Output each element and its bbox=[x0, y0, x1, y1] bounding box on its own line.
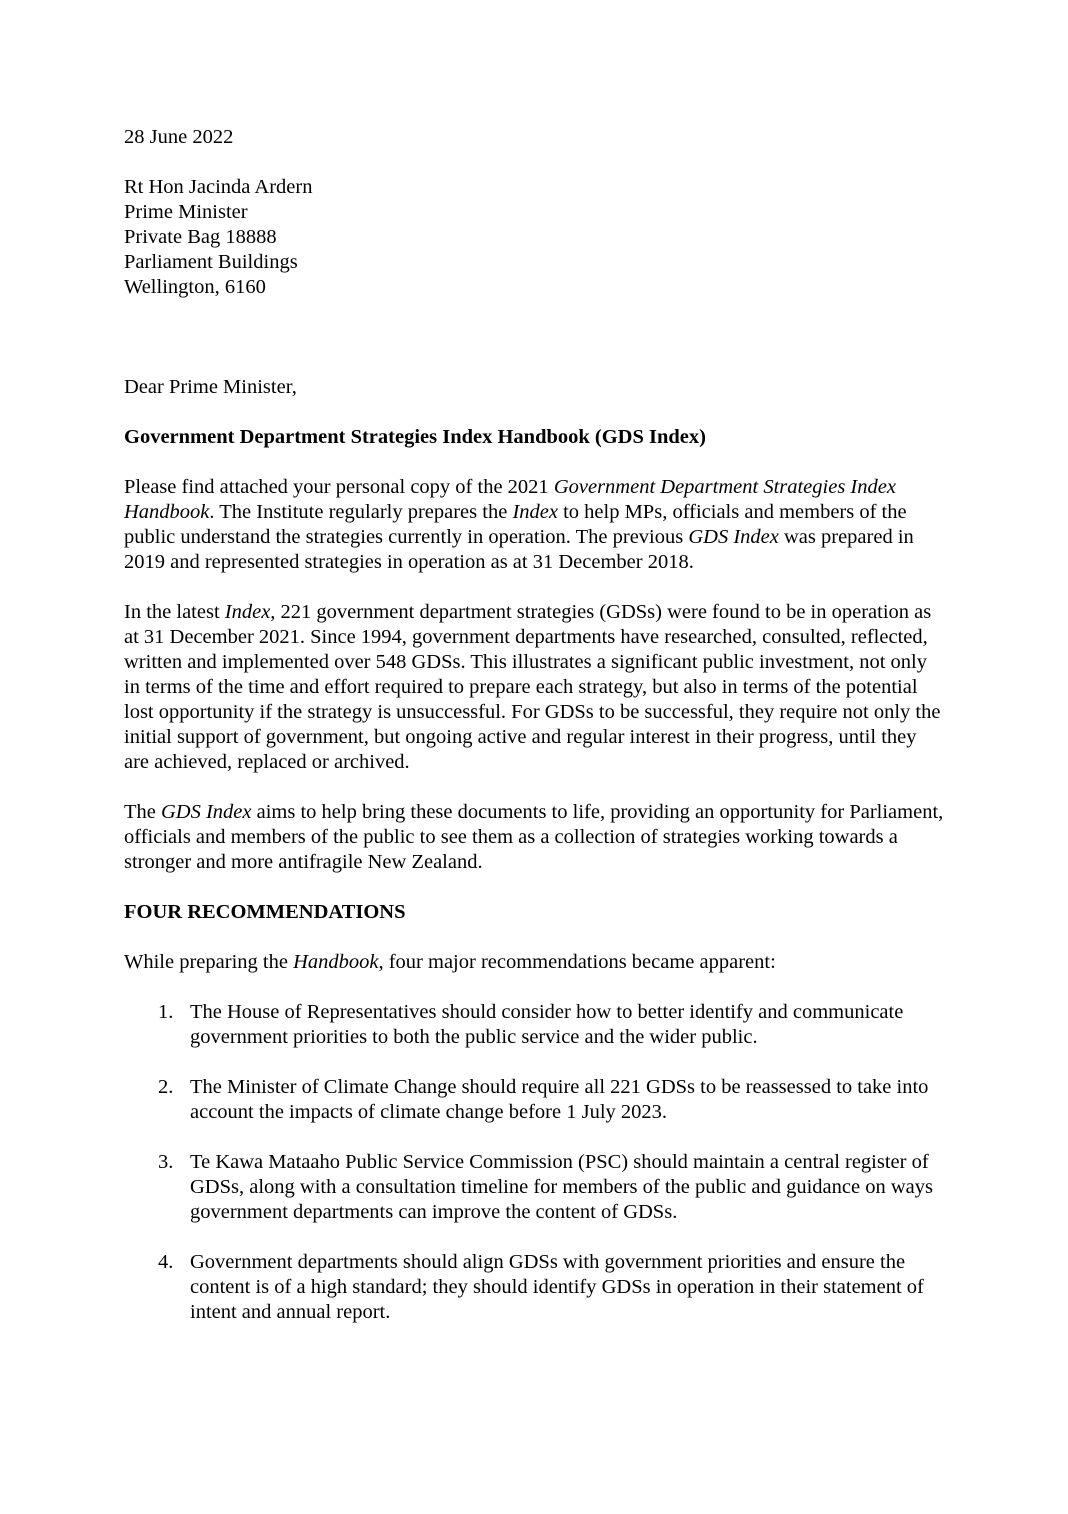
text-run: aims to help bring these documents to life, providing an opportunity for Parliament, officials and members of the public to see them as a collection of strategies working towards a stronger and more antifragile New Zealand. bbox=[124, 801, 944, 873]
list-item bbox=[124, 1250, 946, 1325]
letter-page bbox=[124, 125, 946, 1350]
paragraph-2 bbox=[124, 600, 946, 775]
italic-run: Index bbox=[512, 501, 558, 523]
text-run: , 221 government department strategies (GDSs) were found to be in operation as at 31 December 2021. Since 1994, government departments have researched, consulted, reflected, written and implemented over 548 GDSs. This illustrates a significant public investment, not only in terms of the time and effort required to prepare each strategy, but also in terms of the potential lost opportunity if the strategy is unsuccessful. For GDSs to be successful, they require not only the initial support of government, but ongoing active and regular interest in their progress, until they are achieved, replaced or archived. bbox=[124, 601, 941, 773]
list-item-text: Te Kawa Mataaho Public Service Commission (PSC) should maintain a central register of GDSs, along with a consultation timeline for members of the public and guidance on ways government departments can improve the content of GDSs. bbox=[190, 1151, 933, 1223]
subject-line: Government Department Strategies Index Handbook (GDS Index) bbox=[124, 426, 706, 448]
paragraph-1 bbox=[124, 475, 946, 575]
text-run: In the latest bbox=[124, 601, 225, 623]
section-heading: FOUR RECOMMENDATIONS bbox=[124, 901, 406, 923]
text-run: , four major recommendations became apparent: bbox=[378, 951, 776, 973]
list-number: 3. bbox=[158, 1151, 174, 1173]
address-line: Wellington, 6160 bbox=[124, 276, 266, 298]
recommendations-intro bbox=[124, 950, 946, 975]
address-line: Parliament Buildings bbox=[124, 251, 298, 273]
address-line: Prime Minister bbox=[124, 201, 248, 223]
text-run: While preparing the bbox=[124, 951, 294, 973]
italic-run: GDS Index bbox=[161, 801, 252, 823]
address-line: Private Bag 18888 bbox=[124, 226, 277, 248]
list-number: 2. bbox=[158, 1076, 174, 1098]
text-run: The bbox=[124, 801, 161, 823]
italic-run: Index bbox=[224, 601, 271, 623]
address-line: Rt Hon Jacinda Ardern bbox=[124, 176, 313, 198]
letter-date: 28 June 2022 bbox=[124, 126, 234, 148]
list-item-text: The House of Representatives should consider how to better identify and communicate government priorities to both the public service and the wider public. bbox=[190, 1001, 904, 1048]
paragraph-3 bbox=[124, 800, 946, 875]
text-run: Please find attached your personal copy of the 2021 bbox=[124, 476, 554, 498]
text-run: to help MPs, officials and members of the public understand the strategies currently in operation. The previous bbox=[124, 501, 907, 548]
italic-run: Handbook bbox=[293, 951, 379, 973]
text-run: was prepared in 2019 and represented strategies in operation as at 31 December 2018. bbox=[124, 526, 914, 573]
salutation: Dear Prime Minister, bbox=[124, 376, 297, 398]
list-item bbox=[124, 1000, 946, 1050]
italic-run: Government Department Strategies Index Handbook bbox=[124, 476, 896, 523]
text-run: . The Institute regularly prepares the bbox=[209, 501, 513, 523]
list-item bbox=[124, 1150, 946, 1225]
recipient-address bbox=[124, 175, 946, 300]
list-item-text: Government departments should align GDSs with government priorities and ensure the content is of a high standard; they should identify GDSs in operation in their statement of intent and annual report. bbox=[190, 1251, 924, 1323]
list-number: 4. bbox=[158, 1251, 174, 1273]
list-number: 1. bbox=[158, 1001, 174, 1023]
recommendations-list bbox=[124, 1000, 946, 1325]
italic-run: GDS Index bbox=[688, 526, 779, 548]
list-item-text: The Minister of Climate Change should require all 221 GDSs to be reassessed to take into account the impacts of climate change before 1 July 2023. bbox=[190, 1076, 929, 1123]
list-item bbox=[124, 1075, 946, 1125]
